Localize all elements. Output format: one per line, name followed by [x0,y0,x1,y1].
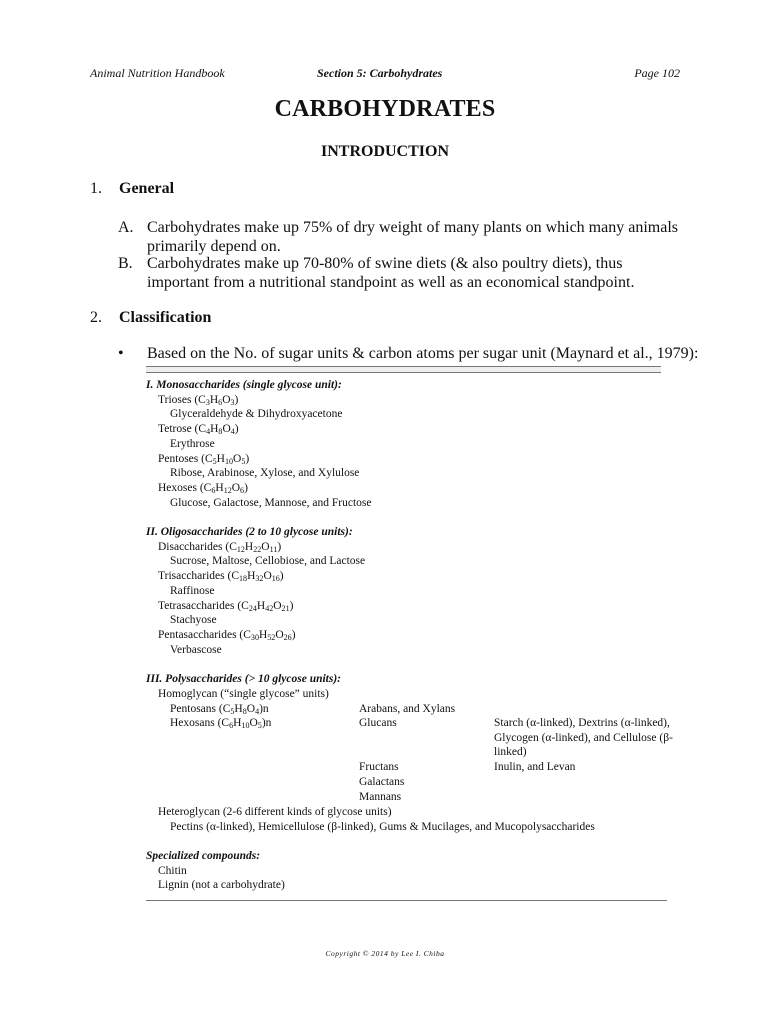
point-text: Carbohydrates make up 70-80% of swine diets (& also poultry diets), thus important from a nutritional standpoint as well as an economical standpoint. [147,255,635,291]
pentasaccharides-examples: Verbascose [170,643,222,656]
mono-heading: I. Monosaccharides (single glycose unit): [146,379,342,391]
point-a [118,218,678,256]
monosaccharides-block [146,378,372,510]
section-number: 1. [90,180,102,197]
section-title: Section 5: Carbohydrates [317,66,443,80]
formula-tetrasaccharides: Tetrasaccharides $(C_{24}H_{42}O_{21})$ [158,599,294,613]
formula-hexosans: Hexosans $(C_6H_{10}O_5)n$ [170,717,272,730]
hexoses-examples: Glucose, Galactose, Mannose, and Fructose [170,496,372,509]
formula-trisaccharides: Trisaccharides $(C_{18}H_{32}O_{16})$ [158,570,284,584]
point-label: A. [118,219,134,236]
page-number: Page 102 [634,66,680,80]
handbook-title: Animal Nutrition Handbook [90,66,225,80]
chitin: Chitin [158,864,187,877]
section-heading: Classification [119,309,212,326]
bottom-rule [146,900,667,901]
page-title: CARBOHYDRATES [274,96,496,122]
formula-pentasaccharides: Pentasaccharides $(C_{30}H_{52}O_{26})$ [158,628,296,642]
formula-trioses: Trioses $(C_3H_6O_3)$ [158,393,239,407]
section-general [90,180,174,198]
homoglycan-label: Homoglycan (“single glycose” units) [158,688,329,700]
trioses-examples: Glyceraldehyde & Dihydroxyacetone [170,408,343,421]
heteroglycan-examples: Pectins (α-linked), Hemicellulose (β-linked), Gums & Mucilages, and Mucopolysaccharides [170,821,595,833]
bullet-text: Based on the No. of sugar units & carbon atoms per sugar unit (Maynard et al., 1979): [147,345,699,362]
polysaccharides-block [146,672,676,842]
tetrasaccharides-examples: Stachyose [170,614,217,627]
page-header [90,66,680,84]
page-subtitle: INTRODUCTION [320,143,449,160]
specialized-block [146,849,285,893]
galactans: Galactans [359,776,405,788]
formula-pentosans: Pentosans $(C_5H_8O_4)n$ [170,703,269,716]
double-rule [146,366,661,373]
section-number: 2. [90,309,102,326]
section-classification [90,309,211,327]
oligo-heading: II. Oligosaccharides (2 to 10 glycose units): [146,526,353,538]
trisaccharides-examples: Raffinose [170,584,215,597]
tetrose-examples: Erythrose [170,437,215,450]
formula-disaccharides: Disaccharides $(C_{12}H_{22}O_{11})$ [158,540,282,554]
fructans: Fructans [359,761,399,773]
point-b [118,254,678,292]
bullet-icon: • [118,345,124,362]
formula-pentoses: Pentoses $(C_5H_{10}O_5)$ [158,452,250,466]
fructans-examples: Inulin, and Levan [494,761,576,773]
formula-tetrose: Tetrose $(C_4H_8O_4)$ [158,423,239,437]
point-label: B. [118,255,133,272]
copyright-footer: Copyright © 2014 by Lee I. Chiba [325,949,445,958]
heteroglycan-label: Heteroglycan (2-6 different kinds of glycose units) [158,806,392,818]
mannans: Mannans [359,791,402,803]
point-text: Carbohydrates make up 75% of dry weight of many plants on which many animals primarily depend on. [147,219,678,255]
oligosaccharides-block [146,525,365,657]
arabans-xylans: Arabans, and Xylans [359,703,456,715]
special-heading: Specialized compounds: [146,850,261,862]
section-heading: General [119,180,175,197]
glucans-examples: Starch (α-linked), Dextrins (α-linked), Glycogen (α-linked), and Cellulose (β-linked) [494,717,673,759]
poly-heading: III. Polysaccharides (> 10 glycose units): [146,673,342,685]
pentoses-examples: Ribose, Arabinose, Xylose, and Xylulose [170,467,360,480]
disaccharides-examples: Sucrose, Maltose, Cellobiose, and Lactose [170,555,366,568]
formula-hexoses: Hexoses $(C_6H_{12}O_6)$ [158,481,248,495]
lignin: Lignin (not a carbohydrate) [158,879,285,892]
glucans: Glucans [359,717,397,729]
